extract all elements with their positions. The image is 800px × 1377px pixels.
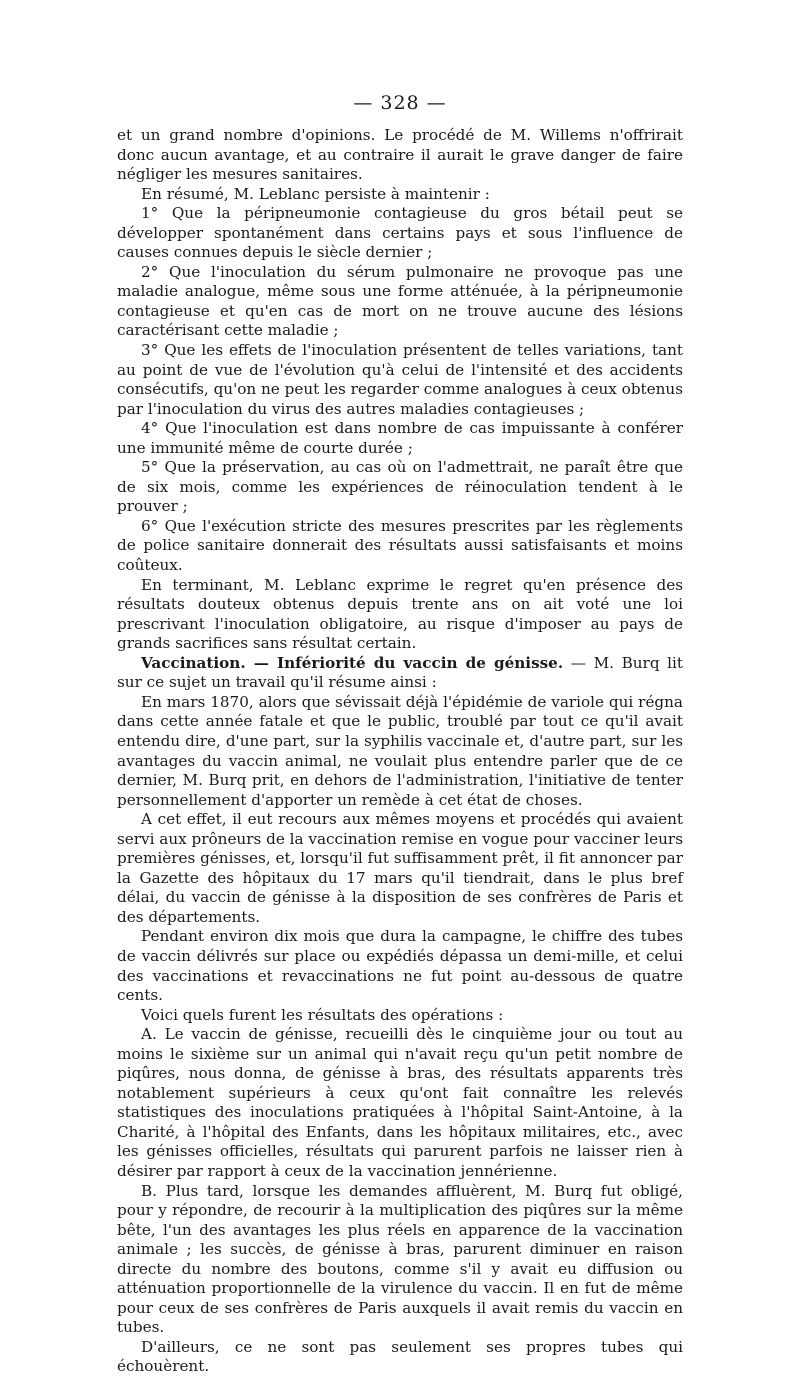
paragraph-mars-1870: En mars 1870, alors que sévissait déjà l'épidémie de variole qui régna dans cette année fatale et que le public, troublé par tout ce qu'il avait entendu dire, d'une part, sur la syphilis vaccinale et, d'autre part, sur les avantages du vaccin animal, ne voulait plus entendre parler que de ce dernier, M. Burq prit, en dehors de l'administration, l'initiative de tenter personnellement d'apporter un remède à cet état de choses.	[117, 692, 683, 809]
page-number: — 328 —	[353, 92, 447, 114]
section-heading: Vaccination. — Infériorité du vaccin de génisse.	[141, 653, 564, 672]
paragraph-text: — M. Burq lit sur ce sujet un travail qu'il résume ainsi :	[117, 653, 683, 692]
paragraph-pendant: Pendant environ dix mois que dura la campagne, le chiffre des tubes de vaccin délivrés sur place ou expédiés dépassa un demi-mille, et celui des vaccinations et revaccinations ne fut point au-dessous de quatre cents.	[117, 927, 683, 1005]
paragraph-point-3: 3° Que les effets de l'inoculation présentent de telles variations, tant au point de vue de l'évolution qu'à celui de l'intensité et des accidents consécutifs, qu'on ne peut les regarder comme analogues à ceux obtenus par l'inoculation du virus des autres maladies contagieuses ;	[117, 341, 683, 418]
paragraph-vaccination-section	[117, 654, 683, 693]
paragraph-point-5: 5° Que la préservation, au cas où on l'admettrait, ne paraît être que de six mois, comme les expériences de réinoculation tendent à le prouver ;	[117, 458, 683, 516]
paragraph-point-4: 4° Que l'inoculation est dans nombre de cas impuissante à conférer une immunité même de courte durée ;	[117, 419, 683, 457]
paragraph-result-a: A. Le vaccin de génisse, recueilli dès le cinquième jour ou tout au moins le sixième sur un animal qui n'avait reçu qu'un petit nombre de piqûres, nous donna, de génisse à bras, des résultats apparents très notablement supérieurs à ceux qu'ont fait connaître les relevés statistiques des inoculations pratiquées à l'hôpital Saint-Antoine, à la Charité, à l'hôpital des Enfants, dans les hôpitaux militaires, etc., avec les génisses officielles, résultats qui parurent parfois ne laisser rien à désirer par rapport à ceux de la vaccination jennérienne.	[117, 1025, 683, 1180]
paragraph-a-cet-effet: A cet effet, il eut recours aux mêmes moyens et procédés qui avaient servi aux prôneurs de la vaccination remise en vogue pour vacciner leurs premières génisses, et, lorsqu'il fut suffisamment prêt, il fit annoncer par la Gazette des hôpitaux du 17 mars qu'il tiendrait, dans le plus bref délai, du vaccin de génisse à la disposition de ses confrères de Paris et des départements.	[117, 810, 683, 926]
paragraph-conclusion: En terminant, M. Leblanc exprime le regret qu'en présence des résultats douteux obtenus depuis trente ans on ait voté une loi prescrivant l'inoculation obligatoire, au risque d'imposer au pays de grands sacrifices sans résultat certain.	[117, 575, 683, 653]
paragraph-point-2: 2° Que l'inoculation du sérum pulmonaire ne provoque pas une maladie analogue, même sous une forme atténuée, à la péripneumonie contagieuse et qu'en cas de mort on ne trouve aucune des lésions caractérisant cette maladie ;	[117, 262, 683, 340]
paragraph-continuation: et un grand nombre d'opinions. Le procédé de M. Willems n'offrirait donc aucun avantage, et au contraire il aurait le grave danger de faire négliger les mesures sanitaires.	[117, 126, 683, 184]
paragraph-point-1: 1° Que la péripneumonie contagieuse du gros bétail peut se développer spontanément dans certains pays et sous l'influence de causes connues depuis le siècle dernier ;	[117, 204, 683, 262]
body-text	[117, 126, 683, 1377]
paragraph-dailleurs: D'ailleurs, ce ne sont pas seulement ses propres tubes qui échouèrent.	[117, 1337, 683, 1376]
paragraph-summary-intro: En résumé, M. Leblanc persiste à maintenir :	[141, 184, 490, 203]
paragraph-result-b: B. Plus tard, lorsque les demandes affluèrent, M. Burq fut obligé, pour y répondre, de recourir à la multiplication des piqûres sur la même bête, l'un des avantages les plus réels en apparence de la vaccination animale ; les succès, de génisse à bras, parurent diminuer en raison directe du nombre des boutons, comme s'il y avait eu diffusion ou atténuation proportionnelle de la virulence du vaccin. Il en fut de même pour ceux de ses confrères de Paris auxquels il avait remis du vaccin en tubes.	[117, 1181, 683, 1337]
paragraph-voici: Voici quels furent les résultats des opérations :	[141, 1005, 504, 1024]
paragraph-point-6: 6° Que l'exécution stricte des mesures prescrites par les règlements de police sanitaire donnerait des résultats aussi satisfaisants et moins coûteux.	[117, 516, 683, 575]
